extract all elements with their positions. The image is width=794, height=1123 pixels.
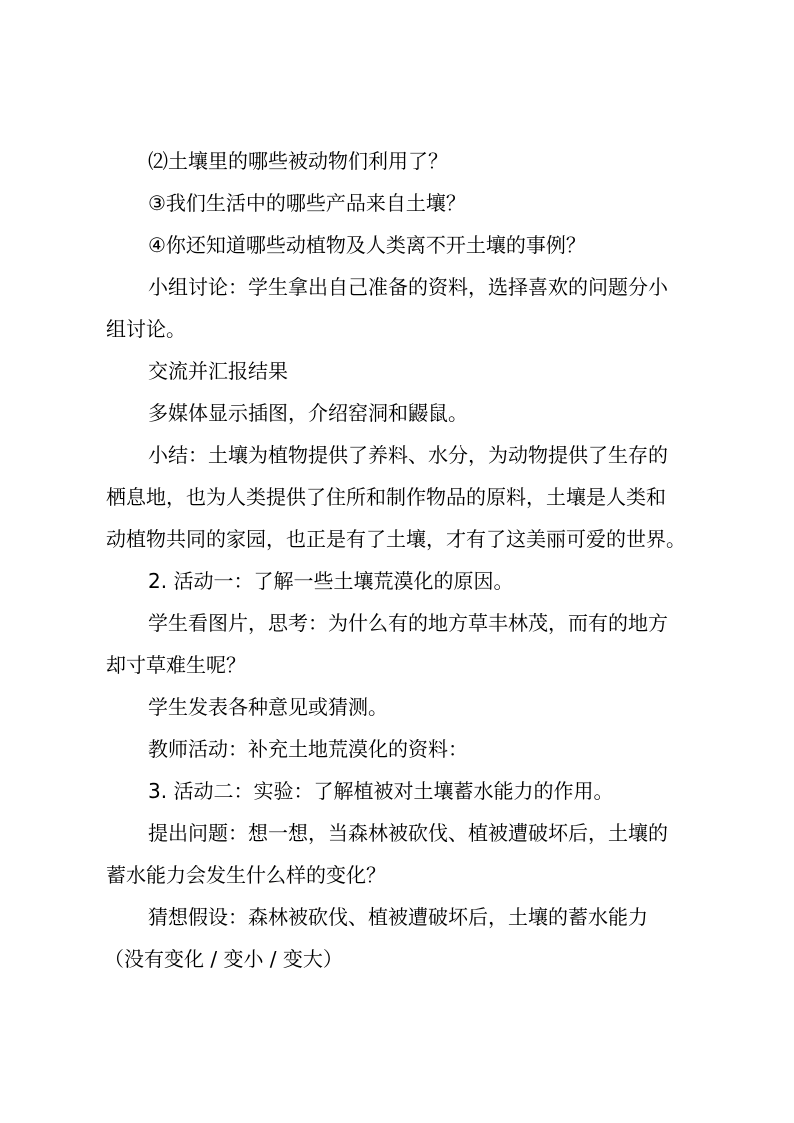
group-discussion-line-2: 组讨论。: [106, 317, 186, 341]
group-discussion-line-1: 小组讨论：学生拿出自己准备的资料，选择喜欢的问题分小: [148, 275, 668, 299]
multimedia-note: 多媒体显示插图，介绍窑洞和鼹鼠。: [148, 401, 468, 425]
summary-line-3: 动植物共同的家园，也正是有了土壤，才有了这美丽可爱的世界。: [106, 527, 686, 551]
summary-line-1: 小结：土壤为植物提供了养料、水分，为动物提供了生存的: [148, 443, 668, 467]
activity-1-heading: 2. 活动一：了解一些土壤荒漠化的原因。: [148, 569, 514, 593]
raise-question-line-2: 蓄水能力会发生什么样的变化？: [106, 863, 386, 887]
summary-line-2: 栖息地，也为人类提供了住所和制作物品的原料，土壤是人类和: [106, 485, 666, 509]
hypothesis-line-1: 猜想假设：森林被砍伐、植被遭破坏后，土壤的蓄水能力: [148, 905, 648, 929]
question-4: ④你还知道哪些动植物及人类离不开土壤的事例？: [148, 233, 586, 257]
hypothesis-options: （没有变化 / 变小 / 变大）: [104, 947, 343, 971]
exchange-report: 交流并汇报结果: [148, 359, 288, 383]
student-opinions: 学生发表各种意见或猜测。: [148, 695, 388, 719]
raise-question-line-1: 提出问题：想一想，当森林被砍伐、植被遭破坏后，土壤的: [148, 821, 668, 845]
question-3: ③我们生活中的哪些产品来自土壤？: [148, 191, 466, 215]
activity-2-heading: 3. 活动二：实验：了解植被对土壤蓄水能力的作用。: [148, 779, 614, 803]
activity-1-question-line-1: 学生看图片，思考：为什么有的地方草丰林茂，而有的地方: [148, 611, 668, 635]
question-2: ⑵土壤里的哪些被动物们利用了？: [148, 149, 448, 173]
activity-1-question-line-2: 却寸草难生呢？: [106, 653, 246, 677]
teacher-activity: 教师活动：补充土地荒漠化的资料：: [148, 737, 468, 761]
